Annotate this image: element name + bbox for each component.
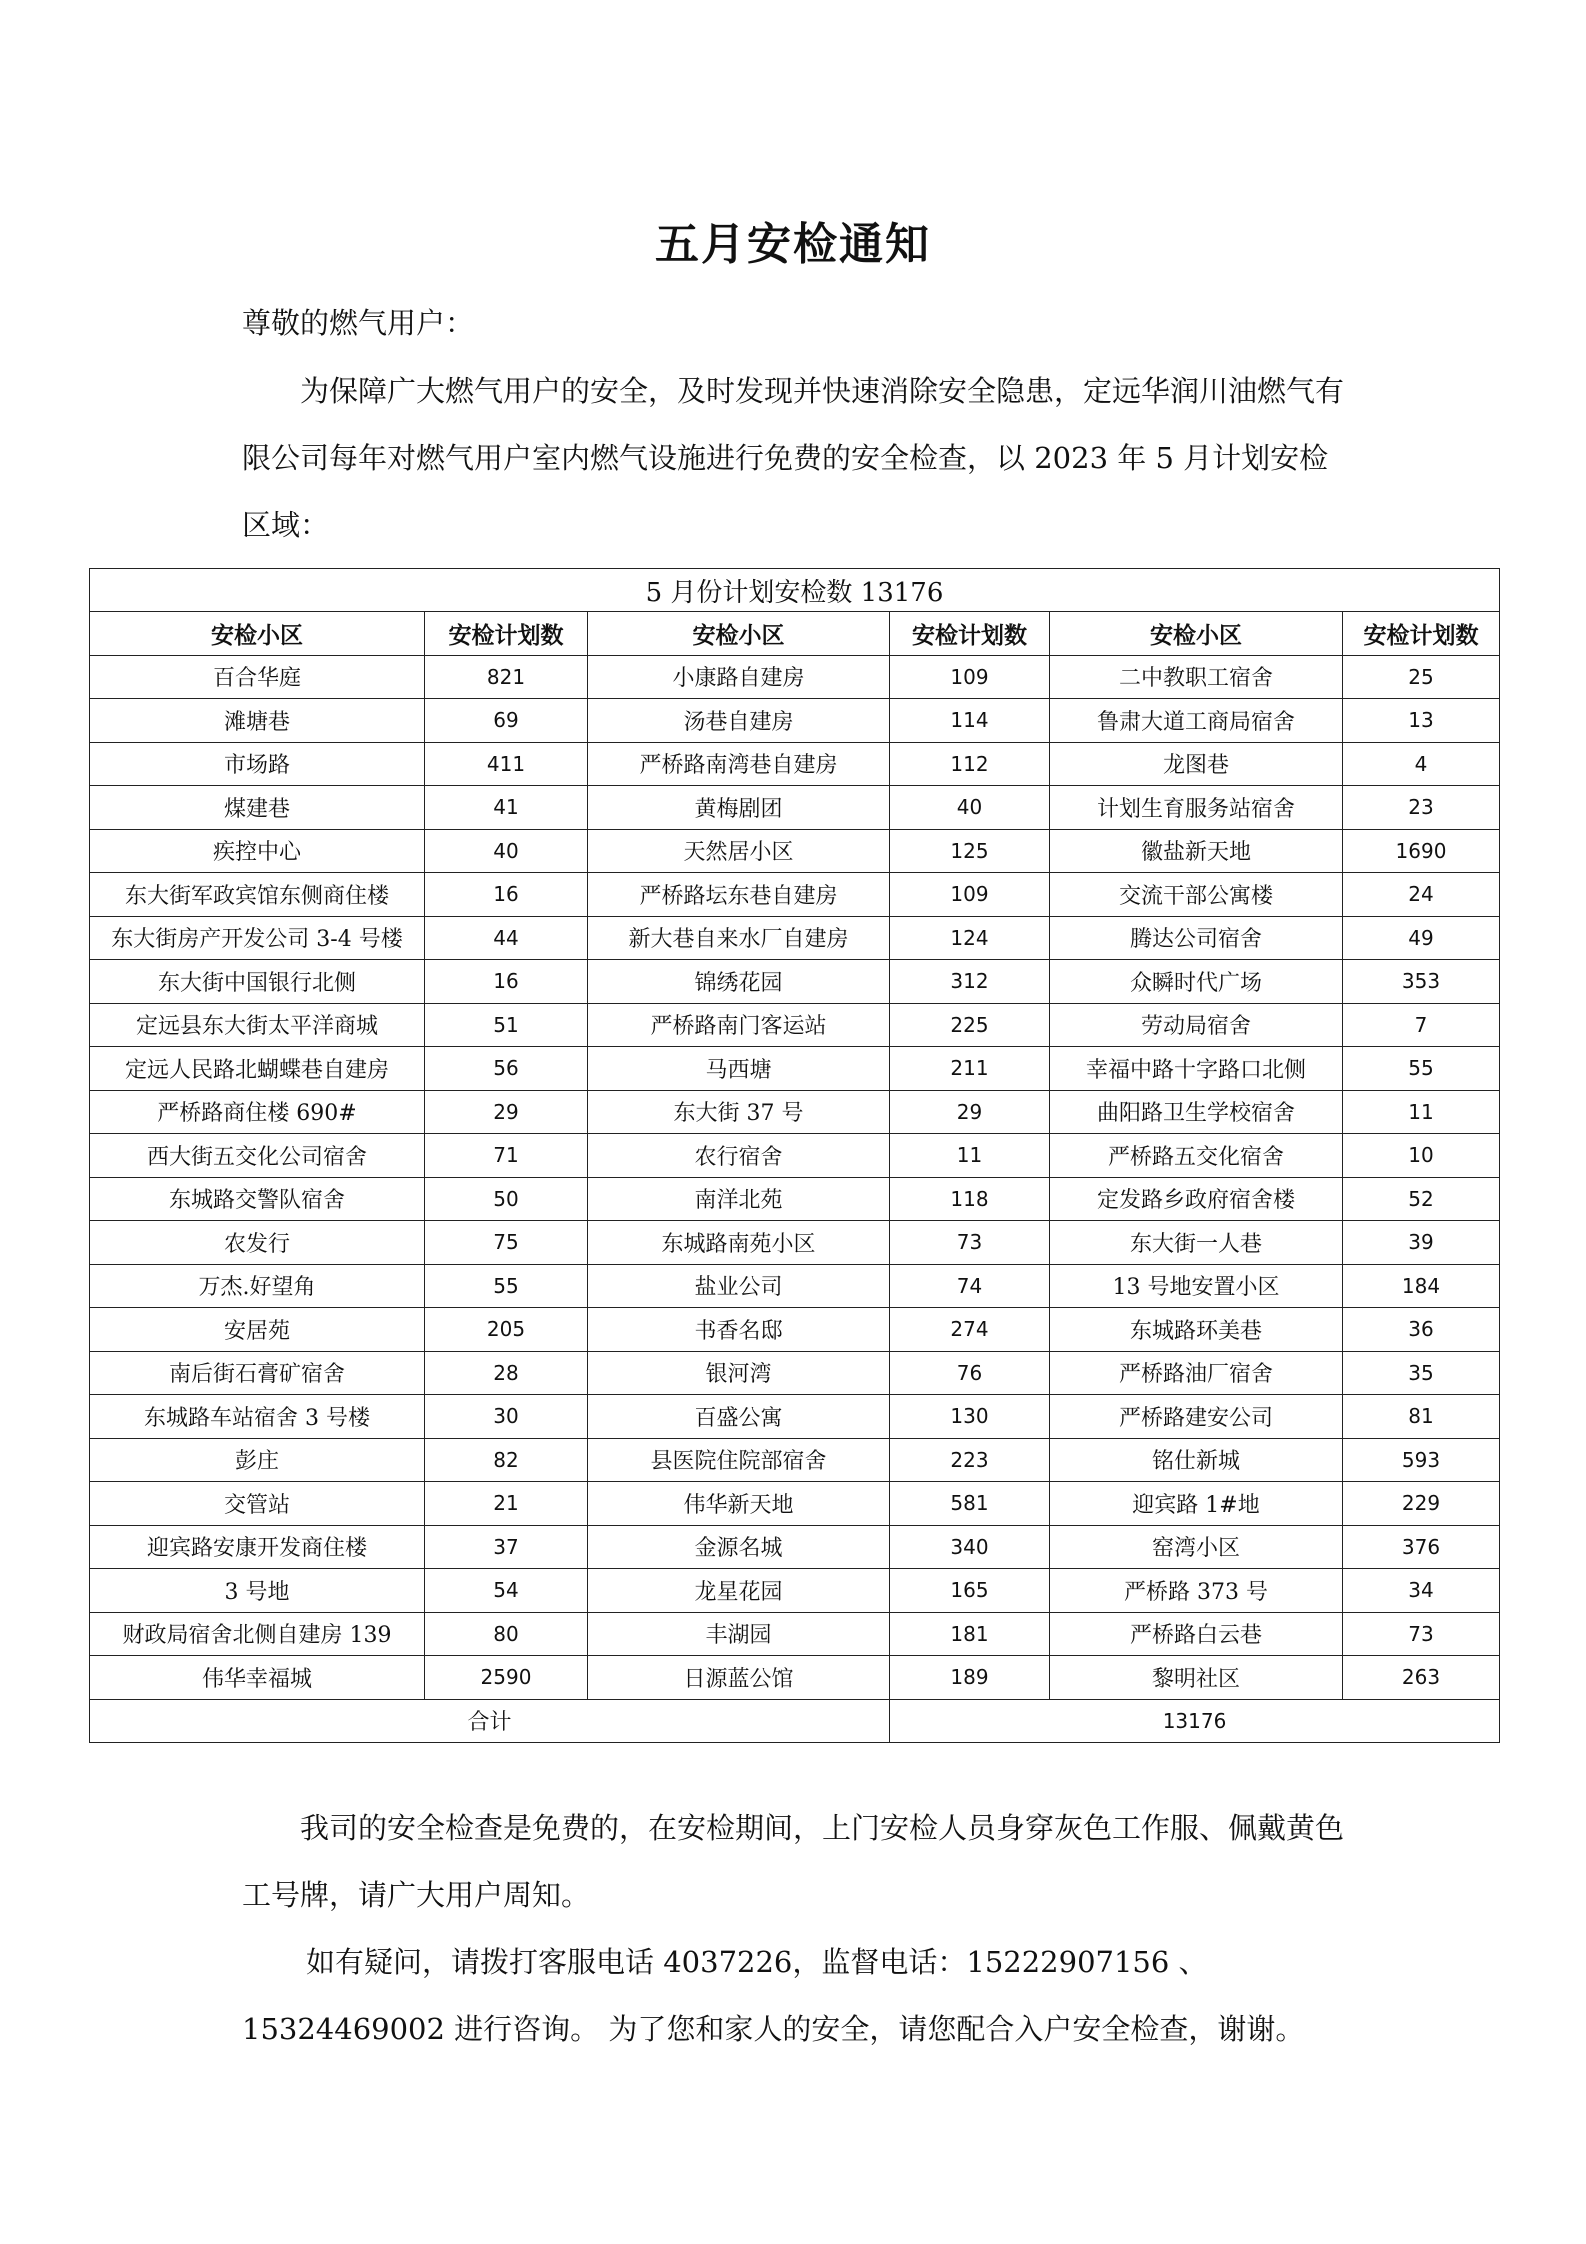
community-name-cell: 农行宿舍 — [588, 1134, 890, 1178]
planned-count-cell: 76 — [890, 1351, 1050, 1395]
community-name-cell: 东大街房产开发公司 3-4 号楼 — [90, 916, 425, 960]
planned-count-cell: 118 — [890, 1177, 1050, 1221]
community-name-cell: 窑湾小区 — [1050, 1525, 1343, 1569]
table-row — [90, 742, 1500, 786]
community-name-cell: 东大街一人巷 — [1050, 1221, 1343, 1265]
community-name-cell: 东城路交警队宿舍 — [90, 1177, 425, 1221]
planned-count-cell: 44 — [425, 916, 588, 960]
planned-count-cell: 24 — [1343, 873, 1500, 917]
community-name-cell: 丰湖园 — [588, 1612, 890, 1656]
planned-count-cell: 40 — [890, 786, 1050, 830]
planned-count-cell: 181 — [890, 1612, 1050, 1656]
community-name-cell: 南洋北苑 — [588, 1177, 890, 1221]
community-name-cell: 幸福中路十字路口北侧 — [1050, 1047, 1343, 1091]
community-name-cell: 安居苑 — [90, 1308, 425, 1352]
planned-count-cell: 23 — [1343, 786, 1500, 830]
planned-count-cell: 189 — [890, 1656, 1050, 1700]
planned-count-cell: 211 — [890, 1047, 1050, 1091]
planned-count-cell: 39 — [1343, 1221, 1500, 1265]
planned-count-cell: 223 — [890, 1438, 1050, 1482]
intro-paragraph: 为保障广大燃气用户的安全，及时发现并快速消除安全隐患，定远华润川油燃气有限公司每年对燃气用户室内燃气设施进行免费的安全检查，以 2023 年 5 月计划安检区域： — [242, 374, 1345, 542]
community-name-cell: 腾达公司宿舍 — [1050, 916, 1343, 960]
planned-count-cell: 13 — [1343, 699, 1500, 743]
community-name-cell: 新大巷自来水厂自建房 — [588, 916, 890, 960]
community-name-cell: 农发行 — [90, 1221, 425, 1265]
community-name-cell: 13 号地安置小区 — [1050, 1264, 1343, 1308]
table-row — [90, 873, 1500, 917]
community-name-cell: 天然居小区 — [588, 829, 890, 873]
community-name-cell: 伟华新天地 — [588, 1482, 890, 1526]
community-name-cell: 迎宾路安康开发商住楼 — [90, 1525, 425, 1569]
table-row — [90, 1308, 1500, 1352]
planned-count-cell: 353 — [1343, 960, 1500, 1004]
table-row — [90, 960, 1500, 1004]
community-name-cell: 西大街五交化公司宿舍 — [90, 1134, 425, 1178]
community-name-cell: 黎明社区 — [1050, 1656, 1343, 1700]
planned-count-cell: 29 — [890, 1090, 1050, 1134]
planned-count-cell: 109 — [890, 655, 1050, 699]
planned-count-cell: 274 — [890, 1308, 1050, 1352]
planned-count-cell: 2590 — [425, 1656, 588, 1700]
community-name-cell: 东大街 37 号 — [588, 1090, 890, 1134]
community-name-cell: 定远县东大街太平洋商城 — [90, 1003, 425, 1047]
column-header: 安检小区 — [1050, 612, 1343, 656]
table-row — [90, 1569, 1500, 1613]
community-name-cell: 定远人民路北蝴蝶巷自建房 — [90, 1047, 425, 1091]
table-row — [90, 1134, 1500, 1178]
planned-count-cell: 263 — [1343, 1656, 1500, 1700]
planned-count-cell: 16 — [425, 873, 588, 917]
column-header: 安检计划数 — [1343, 612, 1500, 656]
community-name-cell: 严桥路南湾巷自建房 — [588, 742, 890, 786]
table-caption: 5 月份计划安检数 13176 — [90, 569, 1500, 612]
table-row — [90, 1221, 1500, 1265]
community-name-cell: 东城路南苑小区 — [588, 1221, 890, 1265]
planned-count-cell: 37 — [425, 1525, 588, 1569]
community-name-cell: 严桥路商住楼 690# — [90, 1090, 425, 1134]
table-row — [90, 1090, 1500, 1134]
community-name-cell: 二中教职工宿舍 — [1050, 655, 1343, 699]
community-name-cell: 市场路 — [90, 742, 425, 786]
planned-count-cell: 30 — [425, 1395, 588, 1439]
community-name-cell: 东大街中国银行北侧 — [90, 960, 425, 1004]
planned-count-cell: 821 — [425, 655, 588, 699]
planned-count-cell: 69 — [425, 699, 588, 743]
community-name-cell: 金源名城 — [588, 1525, 890, 1569]
community-name-cell: 百合华庭 — [90, 655, 425, 699]
community-name-cell: 彭庄 — [90, 1438, 425, 1482]
planned-count-cell: 55 — [1343, 1047, 1500, 1091]
planned-count-cell: 50 — [425, 1177, 588, 1221]
contact-paragraph: 如有疑问，请拨打客服电话 4037226，监督电话：15222907156 、15324469002 进行咨询。 为了您和家人的安全，请您配合入户安全检查，谢谢。 — [242, 1945, 1305, 2046]
community-name-cell: 严桥路坛东巷自建房 — [588, 873, 890, 917]
planned-count-cell: 312 — [890, 960, 1050, 1004]
table-row — [90, 1003, 1500, 1047]
community-name-cell: 严桥路白云巷 — [1050, 1612, 1343, 1656]
community-name-cell: 计划生育服务站宿舍 — [1050, 786, 1343, 830]
planned-count-cell: 40 — [425, 829, 588, 873]
total-row — [90, 1699, 1500, 1743]
planned-count-cell: 11 — [890, 1134, 1050, 1178]
community-name-cell: 锦绣花园 — [588, 960, 890, 1004]
planned-count-cell: 54 — [425, 1569, 588, 1613]
table-row — [90, 1351, 1500, 1395]
community-name-cell: 龙图巷 — [1050, 742, 1343, 786]
community-name-cell: 小康路自建房 — [588, 655, 890, 699]
planned-count-cell: 130 — [890, 1395, 1050, 1439]
community-name-cell: 县医院住院部宿舍 — [588, 1438, 890, 1482]
community-name-cell: 汤巷自建房 — [588, 699, 890, 743]
community-name-cell: 财政局宿舍北侧自建房 139 — [90, 1612, 425, 1656]
community-name-cell: 南后街石膏矿宿舍 — [90, 1351, 425, 1395]
table-row — [90, 1482, 1500, 1526]
planned-count-cell: 73 — [1343, 1612, 1500, 1656]
planned-count-cell: 25 — [1343, 655, 1500, 699]
table-row — [90, 916, 1500, 960]
community-name-cell: 疾控中心 — [90, 829, 425, 873]
total-label: 合计 — [90, 1699, 890, 1743]
community-name-cell: 煤建巷 — [90, 786, 425, 830]
community-name-cell: 东城路车站宿舍 3 号楼 — [90, 1395, 425, 1439]
community-name-cell: 交流干部公寓楼 — [1050, 873, 1343, 917]
community-name-cell: 书香名邸 — [588, 1308, 890, 1352]
planned-count-cell: 80 — [425, 1612, 588, 1656]
table-row — [90, 1395, 1500, 1439]
community-name-cell: 鲁肃大道工商局宿舍 — [1050, 699, 1343, 743]
community-name-cell: 严桥路南门客运站 — [588, 1003, 890, 1047]
planned-count-cell: 593 — [1343, 1438, 1500, 1482]
planned-count-cell: 165 — [890, 1569, 1050, 1613]
planned-count-cell: 49 — [1343, 916, 1500, 960]
community-name-cell: 马西塘 — [588, 1047, 890, 1091]
total-value: 13176 — [890, 1699, 1500, 1743]
planned-count-cell: 184 — [1343, 1264, 1500, 1308]
table-row — [90, 1438, 1500, 1482]
planned-count-cell: 10 — [1343, 1134, 1500, 1178]
planned-count-cell: 229 — [1343, 1482, 1500, 1526]
community-name-cell: 迎宾路 1#地 — [1050, 1482, 1343, 1526]
table-row — [90, 1525, 1500, 1569]
table-header-row — [90, 612, 1500, 656]
community-name-cell: 日源蓝公馆 — [588, 1656, 890, 1700]
community-name-cell: 3 号地 — [90, 1569, 425, 1613]
planned-count-cell: 81 — [1343, 1395, 1500, 1439]
planned-count-cell: 41 — [425, 786, 588, 830]
planned-count-cell: 36 — [1343, 1308, 1500, 1352]
planned-count-cell: 125 — [890, 829, 1050, 873]
column-header: 安检计划数 — [890, 612, 1050, 656]
planned-count-cell: 112 — [890, 742, 1050, 786]
planned-count-cell: 1690 — [1343, 829, 1500, 873]
planned-count-cell: 52 — [1343, 1177, 1500, 1221]
table-row — [90, 699, 1500, 743]
community-name-cell: 东大街军政宾馆东侧商住楼 — [90, 873, 425, 917]
planned-count-cell: 411 — [425, 742, 588, 786]
table-row — [90, 1656, 1500, 1700]
planned-count-cell: 124 — [890, 916, 1050, 960]
planned-count-cell: 35 — [1343, 1351, 1500, 1395]
table-row — [90, 1264, 1500, 1308]
community-name-cell: 伟华幸福城 — [90, 1656, 425, 1700]
planned-count-cell: 16 — [425, 960, 588, 1004]
community-name-cell: 龙星花园 — [588, 1569, 890, 1613]
community-name-cell: 黄梅剧团 — [588, 786, 890, 830]
planned-count-cell: 75 — [425, 1221, 588, 1265]
planned-count-cell: 205 — [425, 1308, 588, 1352]
planned-count-cell: 28 — [425, 1351, 588, 1395]
community-name-cell: 严桥路建安公司 — [1050, 1395, 1343, 1439]
planned-count-cell: 71 — [425, 1134, 588, 1178]
planned-count-cell: 51 — [425, 1003, 588, 1047]
inspection-plan-table — [89, 568, 1500, 1743]
planned-count-cell: 74 — [890, 1264, 1050, 1308]
greeting: 尊敬的燃气用户： — [242, 306, 475, 340]
planned-count-cell: 109 — [890, 873, 1050, 917]
community-name-cell: 银河湾 — [588, 1351, 890, 1395]
planned-count-cell: 82 — [425, 1438, 588, 1482]
planned-count-cell: 34 — [1343, 1569, 1500, 1613]
planned-count-cell: 114 — [890, 699, 1050, 743]
column-header: 安检计划数 — [425, 612, 588, 656]
planned-count-cell: 11 — [1343, 1090, 1500, 1134]
column-header: 安检小区 — [90, 612, 425, 656]
community-name-cell: 徽盐新天地 — [1050, 829, 1343, 873]
page-title: 五月安检通知 — [655, 219, 931, 270]
community-name-cell: 盐业公司 — [588, 1264, 890, 1308]
planned-count-cell: 4 — [1343, 742, 1500, 786]
column-header: 安检小区 — [588, 612, 890, 656]
table-row — [90, 1177, 1500, 1221]
community-name-cell: 众瞬时代广场 — [1050, 960, 1343, 1004]
planned-count-cell: 55 — [425, 1264, 588, 1308]
community-name-cell: 严桥路油厂宿舍 — [1050, 1351, 1343, 1395]
planned-count-cell: 581 — [890, 1482, 1050, 1526]
community-name-cell: 交管站 — [90, 1482, 425, 1526]
community-name-cell: 万杰.好望角 — [90, 1264, 425, 1308]
table-row — [90, 655, 1500, 699]
planned-count-cell: 56 — [425, 1047, 588, 1091]
table-row — [90, 829, 1500, 873]
planned-count-cell: 225 — [890, 1003, 1050, 1047]
community-name-cell: 百盛公寓 — [588, 1395, 890, 1439]
planned-count-cell: 340 — [890, 1525, 1050, 1569]
community-name-cell: 东城路环美巷 — [1050, 1308, 1343, 1352]
planned-count-cell: 376 — [1343, 1525, 1500, 1569]
community-name-cell: 严桥路 373 号 — [1050, 1569, 1343, 1613]
table-row — [90, 1612, 1500, 1656]
community-name-cell: 滩塘巷 — [90, 699, 425, 743]
free-inspection-note: 我司的安全检查是免费的，在安检期间，上门安检人员身穿灰色工作服、佩戴黄色工号牌，请广大用户周知。 — [242, 1811, 1345, 1912]
planned-count-cell: 21 — [425, 1482, 588, 1526]
planned-count-cell: 7 — [1343, 1003, 1500, 1047]
community-name-cell: 严桥路五交化宿舍 — [1050, 1134, 1343, 1178]
community-name-cell: 铭仕新城 — [1050, 1438, 1343, 1482]
community-name-cell: 定发路乡政府宿舍楼 — [1050, 1177, 1343, 1221]
community-name-cell: 曲阳路卫生学校宿舍 — [1050, 1090, 1343, 1134]
table-row — [90, 786, 1500, 830]
table-row — [90, 1047, 1500, 1091]
community-name-cell: 劳动局宿舍 — [1050, 1003, 1343, 1047]
planned-count-cell: 73 — [890, 1221, 1050, 1265]
planned-count-cell: 29 — [425, 1090, 588, 1134]
